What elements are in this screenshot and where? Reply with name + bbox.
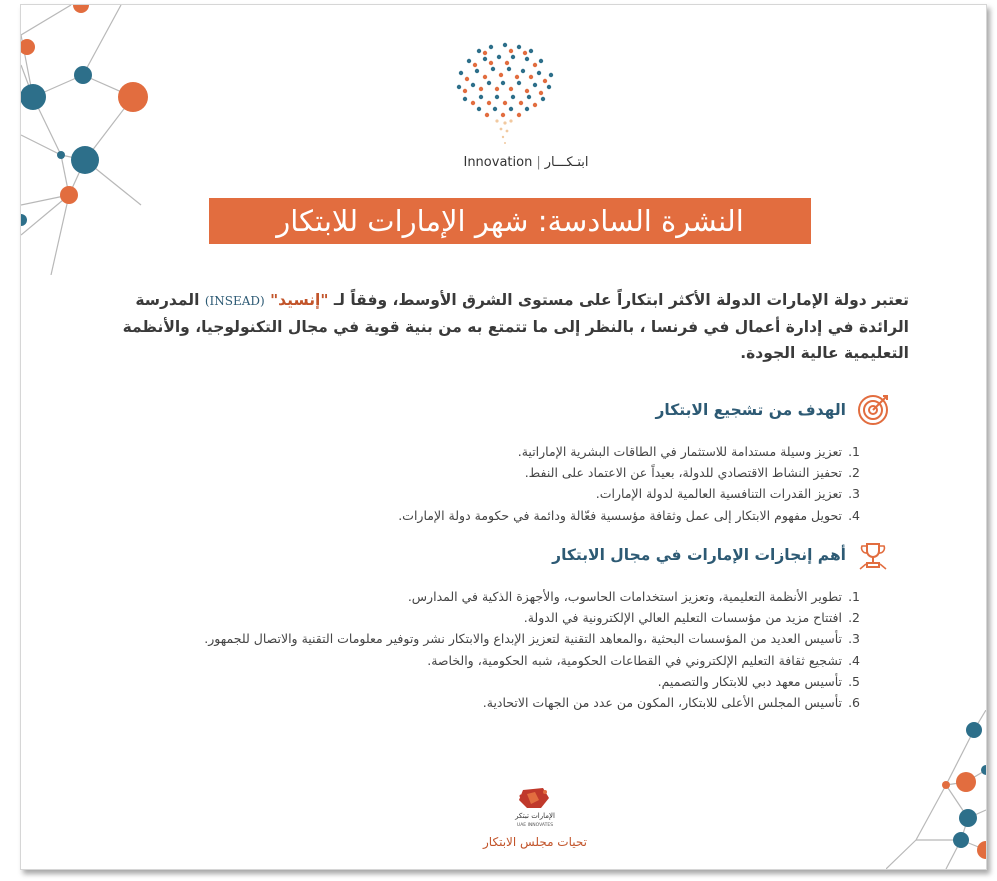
list-item: 4.تشجيع ثقافة التعليم الإلكتروني في القطاعات الحكومية، شبه الحكومية، والخاصة.	[427, 652, 860, 668]
network-decoration-bottom-right	[886, 710, 986, 869]
list-item: 1.تعزيز وسيلة مستدامة للاستثمار في الطاقات البشرية الإماراتية.	[517, 444, 860, 459]
goals-list	[270, 441, 890, 526]
logo-text-ar: الإمارات تبتكر	[515, 812, 555, 820]
network-decoration-top-left	[21, 5, 171, 275]
trophy-icon	[856, 538, 890, 572]
logo-text-english: Innovation	[463, 155, 533, 170]
logo-caption	[441, 155, 611, 170]
list-item: 3.تعزيز القدرات التنافسية العالمية لدولة الإمارات.	[595, 486, 860, 502]
list-item: 2.تحفيز النشاط الاقتصادي للدولة، بعيداً عن الاعتماد على النفط.	[524, 465, 860, 481]
list-item: 3.تأسيس العديد من المؤسسات البحثية ،والمعاهد التقنية لتعزيز الإبداع والابتكار نشر وتوفير معلومات التقنية والاتصال للجمهور.	[204, 631, 860, 647]
achievements-heading	[100, 538, 890, 572]
goals-section	[270, 393, 890, 526]
achievements-list	[100, 586, 890, 713]
achievements-title: أهم إنجازات الإمارات في مجال الابتكار	[552, 546, 846, 564]
logo-text-en: UAE INNOVATES	[516, 823, 554, 828]
list-item: 5.تأسيس معهد دبي للابتكار والتصميم.	[657, 673, 860, 689]
goals-heading	[270, 393, 890, 427]
uae-innovates-logo	[505, 786, 565, 836]
list-item: 4.تحويل مفهوم الابتكار إلى عمل وثقافة مؤسسية فعّالة ودائمة في حكومة دولة الإمارات.	[398, 507, 860, 523]
list-item: 6.تأسيس المجلس الأعلى للابتكار، المكون من عدد من الجهات الاتحادية.	[482, 695, 860, 711]
achievements-section	[100, 538, 890, 713]
intro-text-part1: تعتبر دولة الإمارات الدولة الأكثر ابتكاراً على مستوى الشرق الأوسط، وفقاً لـ	[328, 291, 909, 309]
page-frame	[20, 4, 987, 870]
intro-paragraph	[101, 287, 909, 366]
innovation-brain-logo	[439, 37, 569, 152]
intro-text-part2: المدرسة الرائدة في إدارة أعمال في فرنسا ، بالنظر إلى ما تتمتع به من بنية قوية في مجال التكنولوجيا، والأنظمة التعليمية عالية الجودة.	[122, 291, 909, 362]
logo-text-arabic: ابتـكـــار	[544, 155, 589, 170]
list-item: 1.تطوير الأنظمة التعليمية، وتعزيز استخدامات الحاسوب، والأجهزة الذكية في المدارس.	[407, 589, 860, 604]
goals-title: الهدف من تشجيع الابتكار	[655, 401, 846, 419]
list-item: 2.افتتاح مزيد من مؤسسات التعليم العالي الإلكترونية في الدولة.	[523, 610, 860, 626]
insead-arabic: "إنسيد"	[270, 291, 329, 309]
footer-signature: تحيات مجلس الابتكار	[483, 835, 587, 849]
logo-separator: |	[536, 155, 541, 170]
newsletter-title-banner: النشرة السادسة: شهر الإمارات للابتكار	[209, 198, 811, 244]
target-icon	[856, 393, 890, 427]
insead-latin: (INSEAD)	[204, 294, 265, 308]
